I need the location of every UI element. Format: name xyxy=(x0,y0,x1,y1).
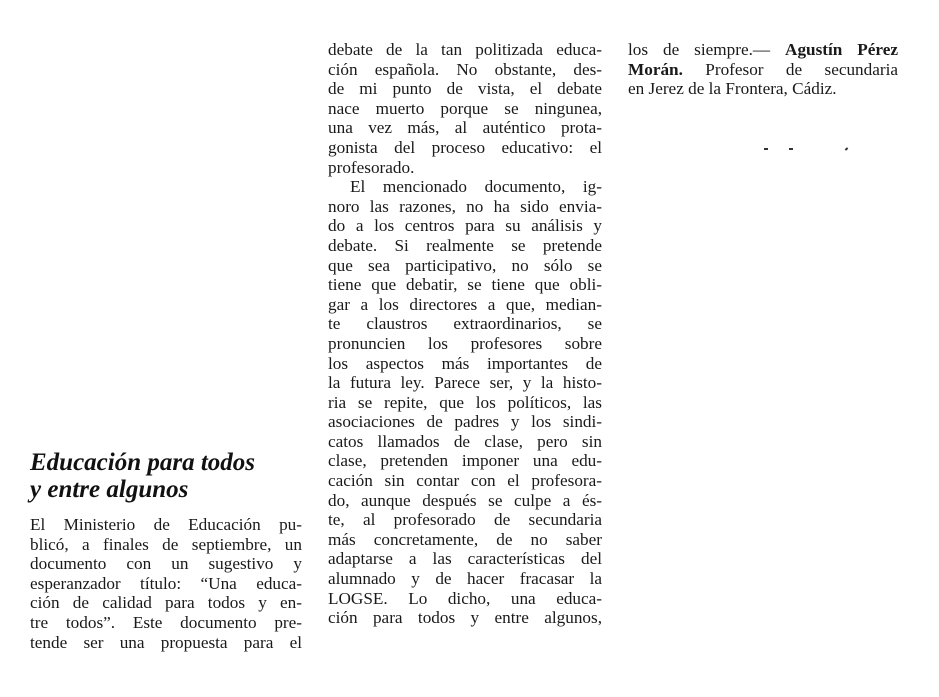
text-line: El Ministerio de Educación pu- xyxy=(30,515,302,534)
article-headline xyxy=(30,449,310,503)
text-line: ción para todos y entre algunos, xyxy=(328,608,602,628)
left-text-column xyxy=(30,515,302,652)
right-text-column xyxy=(628,40,898,99)
text-line: profesorado. xyxy=(328,157,415,177)
text-line: adaptarse a las características del xyxy=(328,549,602,569)
text-line: que sea participativo, no sólo se xyxy=(328,255,602,275)
text-line: esperanzador título: “Una educa- xyxy=(30,573,302,593)
text-line: clase, pretenden imponer una edu- xyxy=(328,451,602,471)
closing-text: los de siempre.— xyxy=(628,40,786,59)
text-line: alumnado y de hacer fracasar la xyxy=(328,569,602,589)
text-line: una vez más, al auténtico prota- xyxy=(328,118,602,138)
print-speck xyxy=(789,148,793,150)
text-line: asociaciones de padres y los sindi- xyxy=(328,412,602,432)
text-line: más concretamente, de no saber xyxy=(328,529,602,549)
signature-line xyxy=(628,40,898,60)
text-line: debate. Si realmente se pretende xyxy=(328,235,602,255)
middle-text-column xyxy=(328,40,602,628)
print-speck xyxy=(764,148,768,150)
text-line: debate de la tan politizada educa- xyxy=(328,40,602,59)
text-line: gar a los directores a que, median- xyxy=(328,294,602,314)
headline-line: Educación para todos xyxy=(30,449,256,476)
author-location: en Jerez de la Frontera, Cádiz. xyxy=(628,79,837,99)
text-line: documento con un sugestivo y xyxy=(30,554,302,574)
text-line: cación sin contar con el profesora- xyxy=(328,471,602,491)
text-line: la futura ley. Parece ser, y la histo- xyxy=(328,373,602,393)
text-line: pronuncien los profesores sobre xyxy=(328,333,602,353)
text-line: El mencionado documento, ig- xyxy=(350,177,602,197)
text-line: tre todos”. Este documento pre- xyxy=(30,612,302,632)
text-line: te claustros extraordinarios, se xyxy=(328,314,602,334)
text-line: de mi punto de vista, el debate xyxy=(328,79,602,99)
text-line: do, aunque después se culpe a és- xyxy=(328,490,602,510)
text-line: tiene que debatir, se tiene que obli- xyxy=(328,275,602,295)
text-line: gonista del proceso educativo: el xyxy=(328,137,602,157)
text-line: ción de calidad para todos y en- xyxy=(30,593,302,613)
text-line: LOGSE. Lo dicho, una educa- xyxy=(328,588,602,608)
headline-line: y entre algunos xyxy=(30,476,189,503)
text-line: blicó, a finales de septiembre, un xyxy=(30,534,302,554)
signature-line xyxy=(628,60,898,80)
text-line: los aspectos más importantes de xyxy=(328,353,602,373)
text-line: noro las razones, no ha sido envia- xyxy=(328,196,602,216)
text-line: ria se repite, que los políticos, las xyxy=(328,392,602,412)
text-line: ción española. No obstante, des- xyxy=(328,59,602,79)
text-line: nace muerto porque se ningunea, xyxy=(328,98,602,118)
author-surname: Morán. xyxy=(628,59,683,79)
text-line: te, al profesorado de secundaria xyxy=(328,510,602,530)
text-line: do a los centros para su análisis y xyxy=(328,216,602,236)
author-role: Profesor de secundaria xyxy=(682,59,898,79)
text-line: tende ser una propuesta para el xyxy=(30,632,302,652)
text-line: catos llamados de clase, pero sin xyxy=(328,431,602,451)
print-speck xyxy=(845,147,849,150)
author-name: Agustín Pérez xyxy=(785,40,898,59)
